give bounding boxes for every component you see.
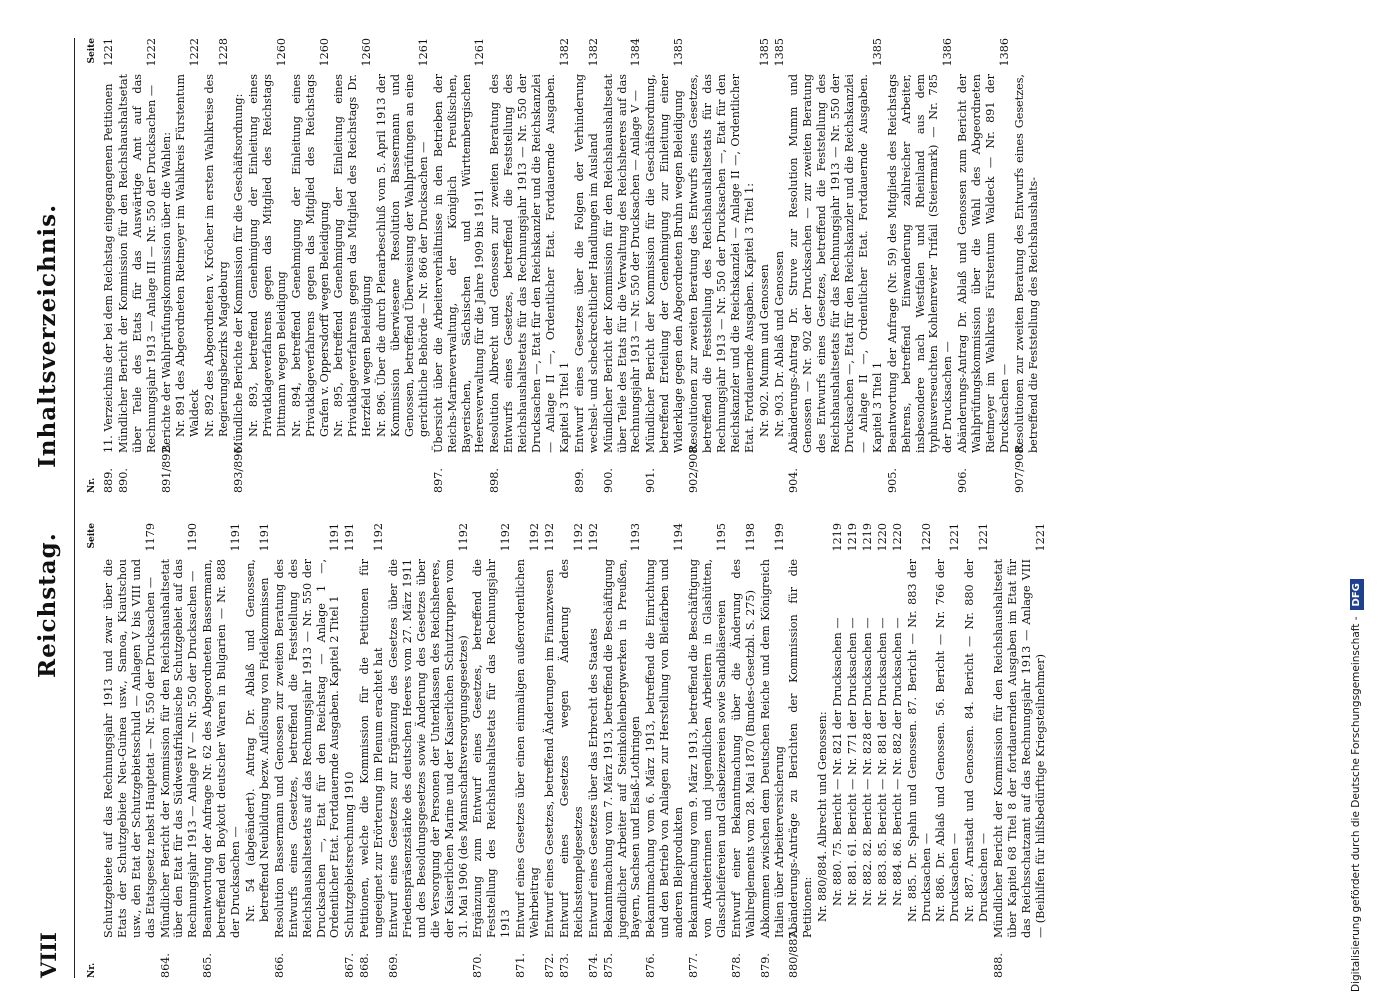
toc-entry <box>587 523 601 978</box>
entry-number: 899. <box>572 468 586 493</box>
entry-page: 1385 <box>672 38 686 67</box>
seite-label: Seite <box>87 523 97 549</box>
toc-entry <box>514 523 542 978</box>
entry-text: Nr. 894, betreffend Genehmigung der Einleitung eines Privatklageverfahrens gegen das Mitglied des Reichstags Grafen v. Oppersdorff wegen Beleidigung <box>289 74 331 437</box>
entry-page: 1192 <box>528 523 542 552</box>
toc-entry <box>543 523 557 978</box>
entry-page: 1195 <box>714 523 728 552</box>
toc-entry <box>273 523 343 978</box>
toc-entry <box>602 38 644 493</box>
entry-number: 905. <box>885 468 899 493</box>
entry-number: 906. <box>956 468 970 493</box>
entry-text: Entwurf eines Gesetzes wegen Änderung des Reichsstempelgesetzes <box>557 559 585 938</box>
entry-text: Nr. 887. Arnstadt und Genossen. 84. Bericht — Nr. 880 der Drucksachen — <box>963 559 991 922</box>
entry-page: 1199 <box>772 523 786 552</box>
seite-label: Seite <box>87 38 97 64</box>
entry-text: Nr. 880. 75. Bericht — Nr. 821 der Drucksachen — <box>831 617 845 906</box>
entry-page: 1386 <box>941 38 955 67</box>
page-roman-number: VIII <box>36 932 61 978</box>
entry-page: 1220 <box>890 523 904 552</box>
entry-text: Entwurf einer Bekanntmachung über die Änderung des Wahlreglements vom 28. Mai 1870 (Bundes-Gesetzbl. S. 275) <box>729 559 757 938</box>
entry-text: Entwurf eines Gesetzes über die Folgen der Verhinderung wechsel- und scheckrechtlicher Handlungen im Ausland <box>572 74 600 453</box>
entry-page: 1385 <box>772 38 786 67</box>
digitization-note <box>1349 8 1363 992</box>
entry-number: 872. <box>543 953 556 978</box>
entry-page: 1261 <box>416 38 430 67</box>
toc-entry <box>387 523 470 978</box>
entry-number: 893/896. <box>232 442 246 493</box>
entry-page: 1260 <box>317 38 331 67</box>
toc-entry <box>992 523 1048 978</box>
entry-number: 866. <box>272 953 286 978</box>
entry-page: 1219 <box>831 523 845 552</box>
entry-text: Entwurf eines Gesetzes über das Erbrecht des Staates <box>586 628 600 938</box>
digitization-note-text: Digitalisierung gefördert durch die Deutsche Forschungsgemeinschaft - <box>1350 616 1362 992</box>
entry-text: Mündliche Berichte der Kommission für die Geschäftsordnung: <box>232 93 246 453</box>
entry-text: Mündlicher Bericht der Kommission für den Reichshaushaltsetat über den Etat für das Südwestafrikanische Schutzgebiet auf das Rechnungsjahr 1913 — Anlage IV — Nr. 550 der Drucksachen — <box>158 559 200 938</box>
toc-entry <box>758 38 772 493</box>
toc-entry <box>1013 38 1041 493</box>
toc-entry <box>816 523 830 978</box>
entry-page: 1222 <box>144 38 158 67</box>
header-title-reichstag: Reichstag. <box>34 532 61 678</box>
entry-number: 907/908. <box>1012 442 1026 493</box>
toc-entry <box>906 523 934 978</box>
entry-text: Bekanntmachung vom 7. März 1913, betreffend die Beschäftigung jugendlicher Arbeiter auf Steinkohlenbergwerken in Preußen, Bayern, Sachsen und Elsaß-Lothringen <box>601 559 643 938</box>
toc-entry <box>488 38 571 493</box>
entry-page: 1191 <box>343 523 357 552</box>
entry-number: 874. <box>586 953 600 978</box>
entry-page: 1193 <box>629 523 643 552</box>
entry-text: Entwurf eines Gesetzes über einen einmaligen außerordentlichen Wehrbeitrag <box>514 559 542 938</box>
entry-text: Nr. 902. Mumm und Genossen <box>757 264 771 437</box>
entry-text: Resolution Bassermann und Genossen zur zweiten Beratung des Entwurfs eines Gesetzes, betreffend die Feststellung des Reichshaushaltsetats auf das Rechnungsjahr 1913 — Nr. 550 der Drucksachen —, Etat für den Reichstag — Anlage 1 —, Ordentlicher Etat. Fortdauernde Ausgaben. Kapitel 2 Titel 1 <box>272 559 342 938</box>
entry-text: Nr. 881. 61. Bericht — Nr. 771 der Drucksachen — <box>846 617 860 906</box>
entry-text: Nr. 885. Dr. Spahn und Genossen. 87. Bericht — Nr. 883 der Drucksachen — <box>905 559 933 922</box>
entry-text: Übersicht über die Arbeiterverhältnisse in den Betrieben der Reichs-Marineverwaltung, der Königlich Preußischen, Bayerischen, Sächsischen und Württembergischen Heeresverwaltung für die Jahre 1909 bis 1911 <box>431 74 487 453</box>
entry-text: Nr. 892 des Abgeordneten v. Kröcher im ersten Wahlkreise des Regierungsbezirks Magdeburg <box>203 74 231 437</box>
entry-text: Mündlicher Bericht der Kommission für den Reichshaushaltsetat über Teile des Etats für die Verwaltung des Reichsheeres auf das Rechnungsjahr 1913 — Nr. 550 der Drucksachen — Anlage V — <box>601 74 643 453</box>
entry-text: Nr. 903. Dr. Ablaß und Genossen <box>772 250 786 437</box>
entry-text: Mündlicher Bericht der Kommission für die Geschäftsordnung, betreffend Erteilung der Genehmigung zur Einleitung einer Widerklage gegen den Abgeordneten Bruhn wegen Beleidigung <box>644 74 686 453</box>
entry-page: 1179 <box>143 523 157 552</box>
entry-number: 868. <box>358 953 372 978</box>
entry-page: 1191 <box>229 523 243 552</box>
nr-label: Nr. <box>87 477 97 493</box>
entry-text: Nr. 895, betreffend Genehmigung der Einleitung eines Privatklageverfahrens gegen das Mitglied des Reichstags Dr. Herzfeld wegen Beleidigung <box>332 74 374 437</box>
toc-entry <box>956 38 1012 493</box>
entry-text: Nr. 54 (abgeändert). Antrag Dr. Ablaß und Genossen, betreffend Neubildung bezw. Auflösung von Fideikommissen <box>243 559 271 922</box>
entry-number: 900. <box>601 468 615 493</box>
toc-entry <box>471 523 513 978</box>
toc-entry <box>375 38 431 493</box>
entry-number: 873. <box>557 953 571 978</box>
entry-page: 1222 <box>188 38 202 67</box>
entry-page: 1194 <box>672 523 686 552</box>
entry-text: Mündlicher Bericht der Kommission für den Reichshaushaltsetat über Kapitel 68 Titel 8 der fortdauernden Ausgaben im Etat für das Reichsschatzamt auf das Rechnungsjahr 1913 — Anlage VIII — (Beihilfen für hilfsbedürftige Kriegsteilnehmer) <box>992 559 1047 938</box>
entry-number: 878. <box>729 953 743 978</box>
toc-entry <box>573 38 601 493</box>
toc-entry <box>876 523 890 978</box>
entry-page: 1385 <box>757 38 771 67</box>
entry-text: Nr. 896. Über die durch Plenarbeschluß vom 5. April 1913 der Kommission überwiesene Resolution Bassermann und Genossen, betreffend Überweisung der Wahlprüfungen an eine gerichtliche Behörde — Nr. 866 der Drucksachen — <box>375 74 430 437</box>
entry-page: 1192 <box>499 523 513 552</box>
toc-entry <box>644 523 686 978</box>
left-column-head <box>86 523 100 978</box>
right-column-head <box>86 38 100 493</box>
entry-page: 1385 <box>870 38 884 67</box>
entry-number: 877. <box>687 953 701 978</box>
entry-number: 898. <box>488 468 502 493</box>
toc-entry <box>759 523 787 978</box>
entry-number: 869. <box>387 953 401 978</box>
entry-page: 1192 <box>456 523 470 552</box>
entry-text: Nr. 882. 82. Bericht — Nr. 828 der Drucksachen — <box>860 617 874 906</box>
entry-page: 1221 <box>101 38 115 67</box>
entry-text: Resolution Albrecht und Genossen zur zweiten Beratung des Entwurfs eines Gesetzes, betreffend die Feststellung des Reichshaushaltsetats für das Rechnungsjahr 1913 — Nr. 550 der Drucksachen —, Etat für den Reichskanzler und die Reichskanzlei — Anlage II —, Ordentlicher Etat. Fortdauernde Ausgaben. Kapitel 3 Titel 1 <box>488 74 571 453</box>
entry-number: 870. <box>471 953 485 978</box>
entry-text: Nr. 880/884. Albrecht und Genossen: <box>816 711 830 922</box>
entry-page: 1221 <box>1033 523 1047 552</box>
entry-page: 1384 <box>629 38 643 67</box>
toc-entry <box>687 523 729 978</box>
entry-page: 1198 <box>743 523 757 552</box>
entry-number: 890. <box>116 468 130 493</box>
entry-page: 1382 <box>586 38 600 67</box>
toc-entry <box>687 38 757 493</box>
rotated-page-content <box>28 38 1368 978</box>
entry-text: Abänderungs-Antrag Dr. Struve zur Resolution Mumm und Genossen — Nr. 902 der Drucksachen — zur zweiten Beratung des Entwurfs eines Gesetzes, betreffend die Feststellung des Reichshaushaltsetats für das Rechnungsjahr 1913 — Nr. 550 der Drucksachen —, Etat für den Reichskanzler und die Reichskanzlei — Anlage II —, Ordentlicher Etat. Fortdauernde Ausgaben. Kapitel 3 Titel 1 <box>787 74 884 453</box>
toc-entry <box>831 523 845 978</box>
toc-entry <box>891 523 905 978</box>
toc-entry <box>358 523 386 978</box>
entry-number: 875. <box>601 953 615 978</box>
toc-entry <box>332 38 374 493</box>
entry-page: 1228 <box>217 38 231 67</box>
page-header <box>28 38 75 978</box>
entry-text: Berichte der Wahlprüfungskommission über die Wahlen: <box>159 132 173 453</box>
entry-number: 867. <box>343 953 357 978</box>
entry-text: Petitionen, welche die Kommission für die Petitionen für ungeeignet zur Erörterung im Plenum erachtet hat <box>358 559 386 938</box>
toc-entry <box>886 38 956 493</box>
entry-page: 1191 <box>257 523 271 552</box>
toc-entry <box>203 38 231 493</box>
header-title-inhaltsverzeichnis: Inhaltsverzeichnis. <box>34 203 61 468</box>
entry-page: 1386 <box>998 38 1011 67</box>
entry-page: 1260 <box>274 38 288 67</box>
entry-page: 1192 <box>372 523 386 552</box>
right-entry-list <box>102 38 1041 493</box>
entry-text: Abänderungs-Anträge zu Berichten der Kommission für die Petitionen: <box>787 559 815 938</box>
entry-text: Nr. 886. Dr. Ablaß und Genossen. 56. Bericht — Nr. 766 der Drucksachen — <box>934 559 962 922</box>
toc-entry <box>174 38 202 493</box>
dfg-badge: DFG <box>1350 579 1364 610</box>
entry-text: Nr. 891 des Abgeordneten Rietmeyer im Wahlkreis Fürstentum Waldeck <box>174 74 202 437</box>
entry-text: Schutzgebietsrechnung 1910 <box>343 771 357 938</box>
entry-page: 1382 <box>557 38 571 67</box>
toc-entry <box>963 523 991 978</box>
entry-text: Mündlicher Bericht der Kommission für den Reichshaushaltsetat über Teile des Etats für das Auswärtige Amt auf das Rechnungsjahr 1913 — Anlage III — Nr. 550 der Drucksachen — <box>116 74 158 453</box>
toc-entry <box>644 38 686 493</box>
toc-entry <box>117 38 159 493</box>
entry-text: Nr. 893, betreffend Genehmigung der Einleitung eines Privatklageverfahrens gegen das Mitglied des Reichstags Dittmann wegen Beleidigung <box>246 74 288 437</box>
left-column <box>86 523 1049 978</box>
entry-page: 1221 <box>977 523 991 552</box>
toc-entry <box>244 523 272 978</box>
toc-entry <box>201 523 243 978</box>
entry-text: Schutzgebiete auf das Rechnungsjahr 1913 und zwar über die Etats der Schutzgebiete Neu-Guinea usw., Samoa, Kiautschou usw., den Etat der Schutzgebietsschuld — Anlagen V bis VIII und das Etatsgesetz nebst Hauptetat — Nr. 550 der Drucksachen — <box>101 559 157 938</box>
entry-text: Nr. 884. 86. Bericht — Nr. 882 der Drucksachen — <box>890 617 904 906</box>
entry-number: 889. <box>101 468 115 493</box>
entry-page: 1192 <box>571 523 585 552</box>
entry-page: 1192 <box>586 523 600 552</box>
entry-text: 11. Verzeichnis der bei dem Reichstag eingegangenen Petitionen <box>101 83 115 453</box>
toc-entry <box>343 523 357 978</box>
entry-number: 897. <box>431 468 445 493</box>
entry-number: 864. <box>158 953 172 978</box>
entry-text: Resolutionen zur zweiten Beratung des Entwurfs eines Gesetzes, betreffend die Feststellung des Reichshaushaltsetats für das Rechnungsjahr 1913 — Nr. 550 der Drucksachen —, Etat für den Reichskanzler und die Reichskanzlei — Anlage II —, Ordentlicher Etat. Fortdauernde Ausgaben. Kapitel 3 Titel 1: <box>687 74 756 453</box>
entry-text: Beantwortung der Anfrage (Nr. 59) des Mitglieds des Reichstags Behrens, betreffend Einwanderung zahlreicher Arbeiter, insbesondere nach Westfalen und Rheinland aus dem typhusverseuchten Kohlenrevier Trifail (Steiermark) — Nr. 785 der Drucksachen — <box>885 74 955 453</box>
toc-entry <box>846 523 860 978</box>
entry-page: 1261 <box>473 38 487 67</box>
entry-text: Entwurf eines Gesetzes zur Ergänzung des Gesetzes über die Friedenspräsenzstärke des deutschen Heeres vom 27. März 1911 und des Besoldungsgesetzes sowie Änderung des Gesetzes über die Versorgung der Personen der Unterklassen des Reichsheeres, der Kaiserlichen Marine und der Kaiserlichen Schutztruppen vom 31. Mai 1906 (des Mannschaftsversorgungsgesetzes) <box>387 559 470 938</box>
toc-entry <box>159 523 201 978</box>
entry-number: 876. <box>644 953 658 978</box>
entry-page: 1219 <box>860 523 874 552</box>
entry-page: 1190 <box>186 523 200 552</box>
right-column <box>86 38 1042 493</box>
entry-text: Beantwortung der Anfrage Nr. 62 des Abgeordneten Bassermann, betreffend den Boykott deutscher Waren in Bulgarien — Nr. 888 der Drucksachen — <box>201 559 243 938</box>
toc-entry <box>602 523 644 978</box>
entry-number: 891/892. <box>159 442 173 493</box>
toc-entry <box>432 38 488 493</box>
toc-entry <box>290 38 332 493</box>
entry-text: Bekanntmachung vom 9. März 1913, betreffend die Beschäftigung von Arbeiterinnen und jugendlichen Arbeitern in Glashütten, Glasschleifereien und Glasbeizereien sowie Sandbläsereien <box>687 559 728 938</box>
toc-entry <box>102 523 158 978</box>
entry-number: 865. <box>201 953 215 978</box>
toc-entry <box>787 38 884 493</box>
entry-text: Entwurf eines Gesetzes, betreffend Änderungen im Finanzwesen <box>543 569 556 938</box>
entry-number: 902/908. <box>687 442 701 493</box>
entry-page: 1219 <box>846 523 860 552</box>
entry-number: 904. <box>787 468 801 493</box>
entry-text: Abänderungs-Antrag Dr. Ablaß und Genossen zum Bericht der Wahlprüfungskommission über die Wahl des Abgeordneten Rietmeyer im Wahlkreis Fürstentum Waldeck — Nr. 891 der Drucksachen — <box>956 74 1011 453</box>
nr-label: Nr. <box>87 962 97 978</box>
entry-number: 888. <box>992 953 1006 978</box>
entry-text: Bekanntmachung vom 6. März 1913, betreffend die Einrichtung und den Betrieb von Anlagen zur Herstellung von Bleifarben und anderen Bleiprodukten <box>644 559 686 938</box>
toc-entry <box>861 523 875 978</box>
entry-number: 901. <box>644 468 658 493</box>
toc-entry <box>232 38 246 493</box>
toc-entry <box>247 38 289 493</box>
toc-entry <box>773 38 787 493</box>
toc-entry <box>934 523 962 978</box>
toc-entry <box>160 38 174 493</box>
toc-entry <box>730 523 758 978</box>
entry-page: 1221 <box>948 523 962 552</box>
entry-number: 879. <box>758 953 772 978</box>
left-entry-list <box>102 523 1048 978</box>
entry-text: Ergänzung zum Entwurf eines Gesetzes, betreffend die Feststellung des Reichshaushaltsetats für das Rechnungsjahr 1913 <box>471 559 513 938</box>
entry-text: Nr. 883. 85. Bericht — Nr. 881 der Drucksachen — <box>875 617 889 906</box>
entry-page: 1220 <box>875 523 889 552</box>
entry-number: 880/887. <box>787 927 801 978</box>
entry-number: 871. <box>514 953 528 978</box>
entry-text: Abkommen zwischen dem Deutschen Reiche und dem Königreich Italien über Arbeiterversicherung <box>758 559 786 938</box>
toc-entry <box>558 523 586 978</box>
toc-entry <box>102 38 116 493</box>
toc-entry <box>787 523 815 978</box>
entry-page: 1191 <box>328 523 342 552</box>
entry-page: 1192 <box>543 523 556 552</box>
entry-text: Resolutionen zur zweiten Beratung des Entwurfs eines Gesetzes, betreffend die Feststellung des Reichshaushalts- <box>1012 74 1040 453</box>
entry-page: 1260 <box>360 38 374 67</box>
entry-page: 1220 <box>919 523 933 552</box>
